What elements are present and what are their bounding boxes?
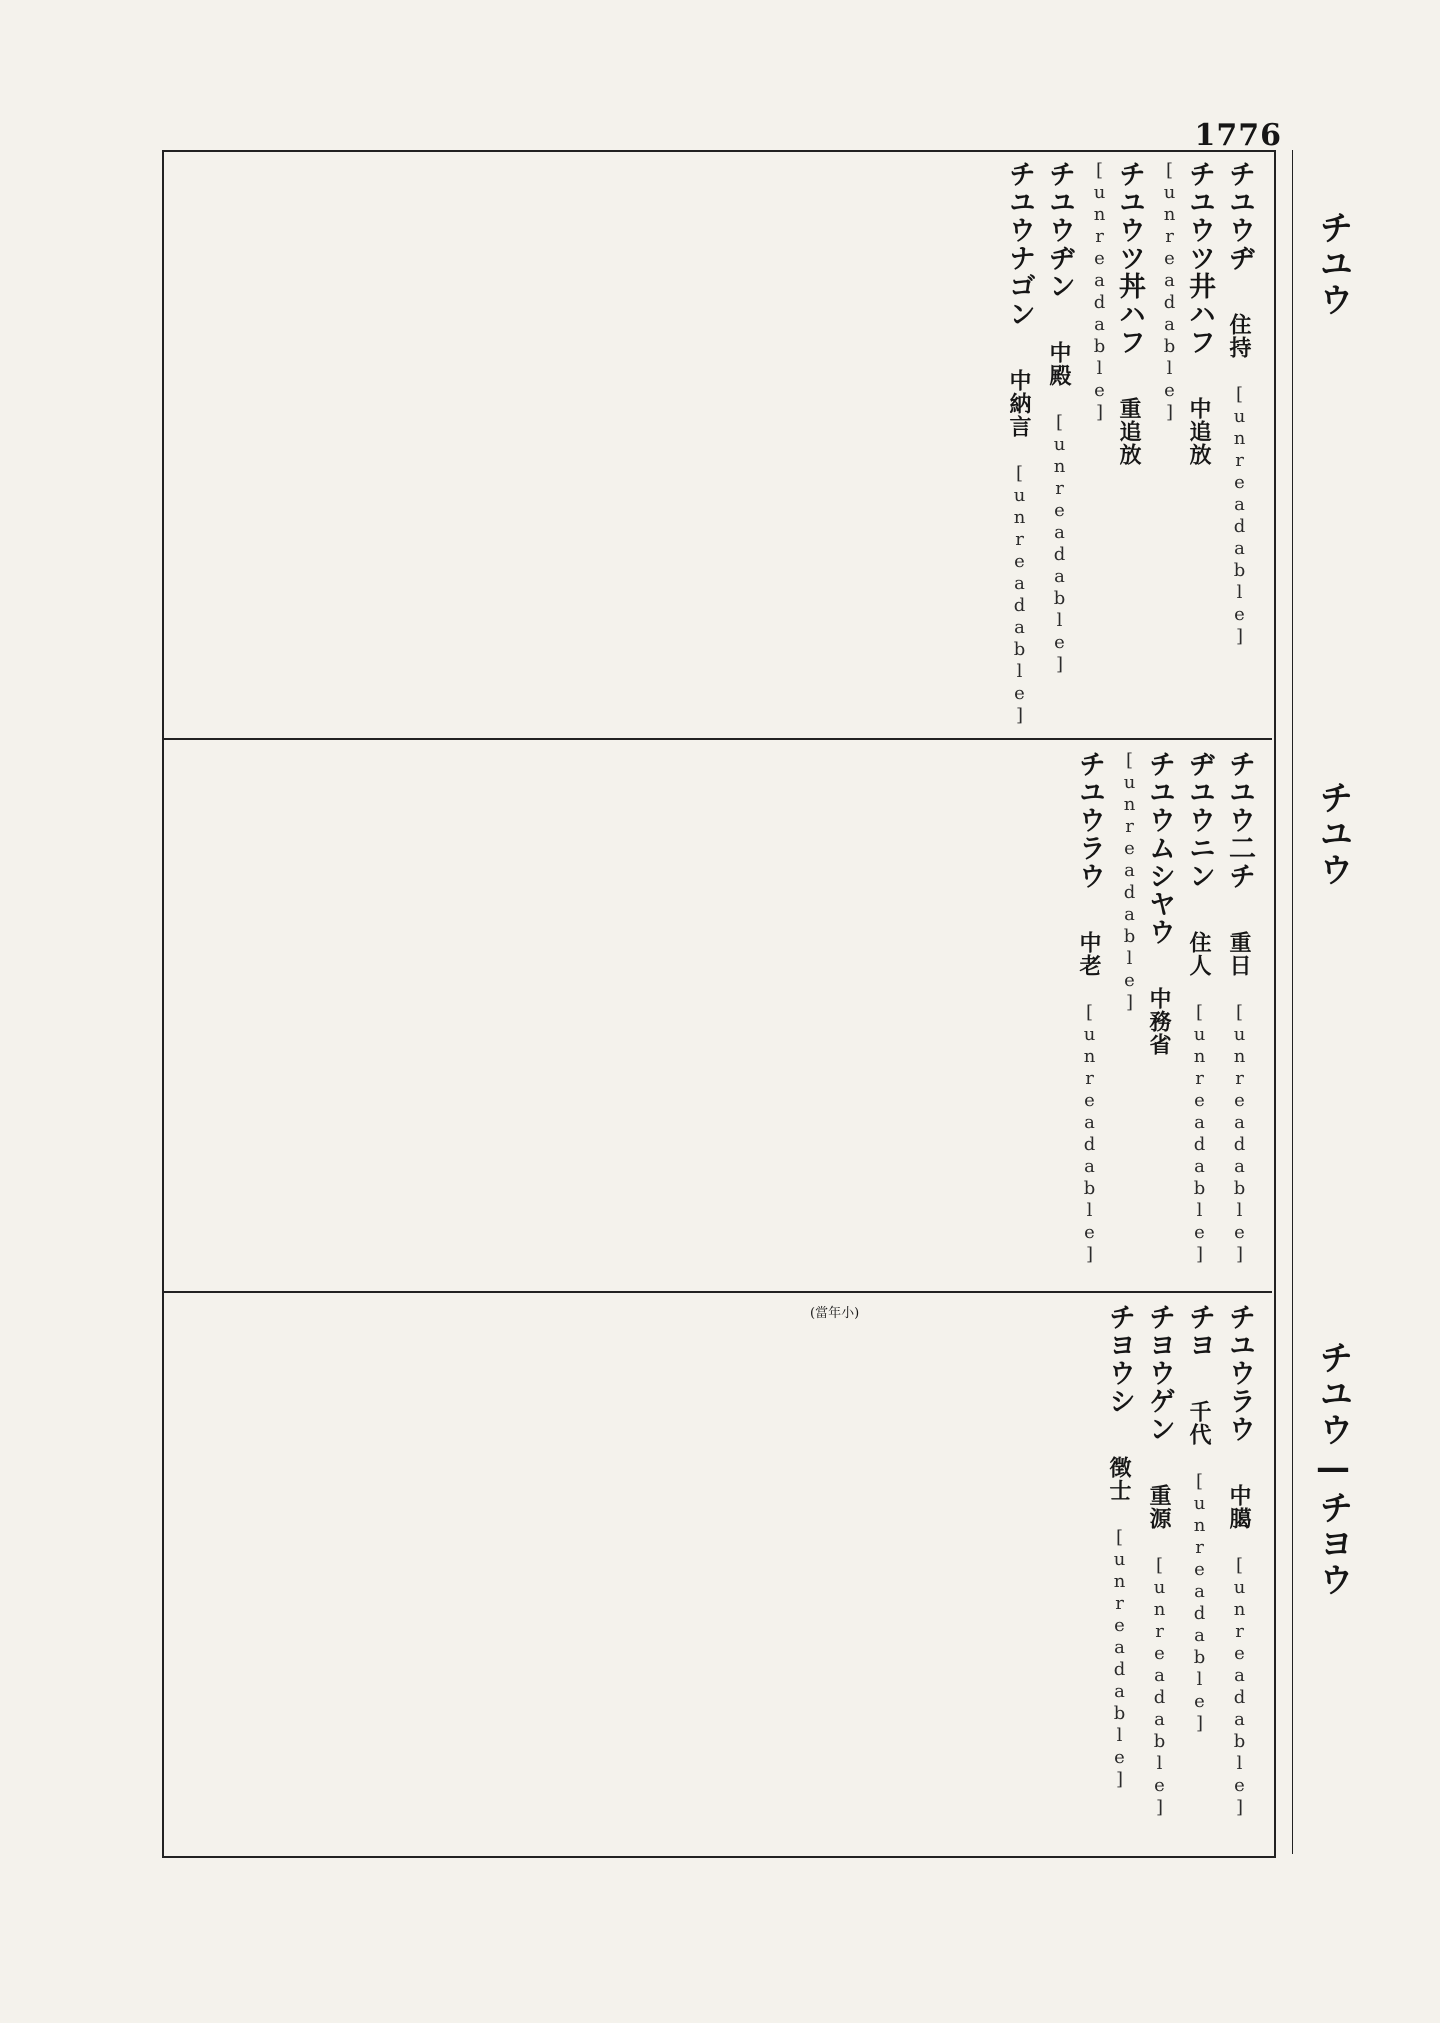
page-number: 1776 (1194, 118, 1282, 153)
entry (1224, 1303, 1254, 1843)
entry-headword: チヨウゲン (1144, 1303, 1175, 1443)
entry-gloss: 中納言 (1006, 369, 1032, 438)
entry-headword: チユウラウ (1224, 1303, 1255, 1443)
dictionary-section-bottom (180, 1303, 1254, 1843)
entry-gloss: 重源 (1146, 1484, 1172, 1530)
entry-headword: チユウ二チ (1224, 750, 1255, 890)
entry-headword: チユウヂ (1224, 160, 1255, 272)
dictionary-section-middle (180, 750, 1254, 1280)
entry (1184, 750, 1214, 1280)
entry-gloss: 中臈 (1226, 1484, 1252, 1530)
entry-headword: チユウヂン (1044, 160, 1075, 300)
entry-body: [unreadable] (1159, 160, 1180, 424)
entry-headword: ヂユウニン (1184, 750, 1215, 890)
entry-headword: チヨ (1184, 1303, 1215, 1359)
entry-gloss: 重追放 (1116, 397, 1142, 466)
dictionary-section-top (180, 160, 1254, 730)
entry (1154, 160, 1214, 730)
entry-gloss: 中老 (1076, 931, 1102, 977)
entry-body: [unreadable] (1049, 412, 1070, 676)
entry-gloss: 中追放 (1186, 397, 1212, 466)
entry-gloss: 千代 (1186, 1400, 1212, 1446)
entry (1004, 160, 1034, 730)
entry-body: [unreadable] (1009, 463, 1030, 727)
entry-gloss: 住人 (1186, 931, 1212, 977)
entry-headword: チヨウシ (1104, 1303, 1135, 1415)
index-divider (1292, 150, 1293, 1854)
entry (1224, 750, 1254, 1280)
entry-body: [unreadable] (1109, 1527, 1130, 1791)
section-caption: (當年小) (810, 1306, 860, 1321)
entry-headword: チユウツ井ハフ (1184, 160, 1215, 356)
entry-headword: チユウツ丼ハフ (1114, 160, 1145, 356)
entry (1184, 1303, 1214, 1843)
entry-body: [unreadable] (1229, 384, 1250, 648)
entry-body: [unreadable] (1189, 1471, 1210, 1735)
entry-headword: チユウムシヤウ (1144, 750, 1175, 946)
entry (1074, 750, 1104, 1280)
entry-gloss: 徴士 (1106, 1456, 1132, 1502)
entry-headword: チユウナゴン (1004, 160, 1035, 328)
entry (1114, 750, 1174, 1280)
entry (1084, 160, 1144, 730)
entry-gloss: 重日 (1226, 931, 1252, 977)
section-divider (162, 738, 1272, 740)
entry-body: [unreadable] (1229, 1555, 1250, 1819)
entry-body: [unreadable] (1189, 1002, 1210, 1266)
entry (1104, 1303, 1134, 1843)
entry-body: [unreadable] (1119, 750, 1140, 1014)
entry (1044, 160, 1074, 730)
entry-body: [unreadable] (1089, 160, 1110, 424)
entry-gloss: 中務省 (1146, 987, 1172, 1056)
entry (1144, 1303, 1174, 1843)
entry-body: [unreadable] (1229, 1002, 1250, 1266)
entry (1224, 160, 1254, 730)
entry-gloss: 中殿 (1046, 341, 1072, 387)
entry-headword: チユウラウ (1074, 750, 1105, 890)
side-index-label: チユウ—チヨウ (1313, 1340, 1353, 1598)
entry-body: [unreadable] (1079, 1002, 1100, 1266)
entry-body: [unreadable] (1149, 1555, 1170, 1819)
section-divider (162, 1291, 1272, 1293)
entry-gloss: 住持 (1226, 313, 1252, 359)
side-index-label: チユウ (1313, 780, 1353, 888)
side-index-label: チユウ (1313, 210, 1353, 318)
